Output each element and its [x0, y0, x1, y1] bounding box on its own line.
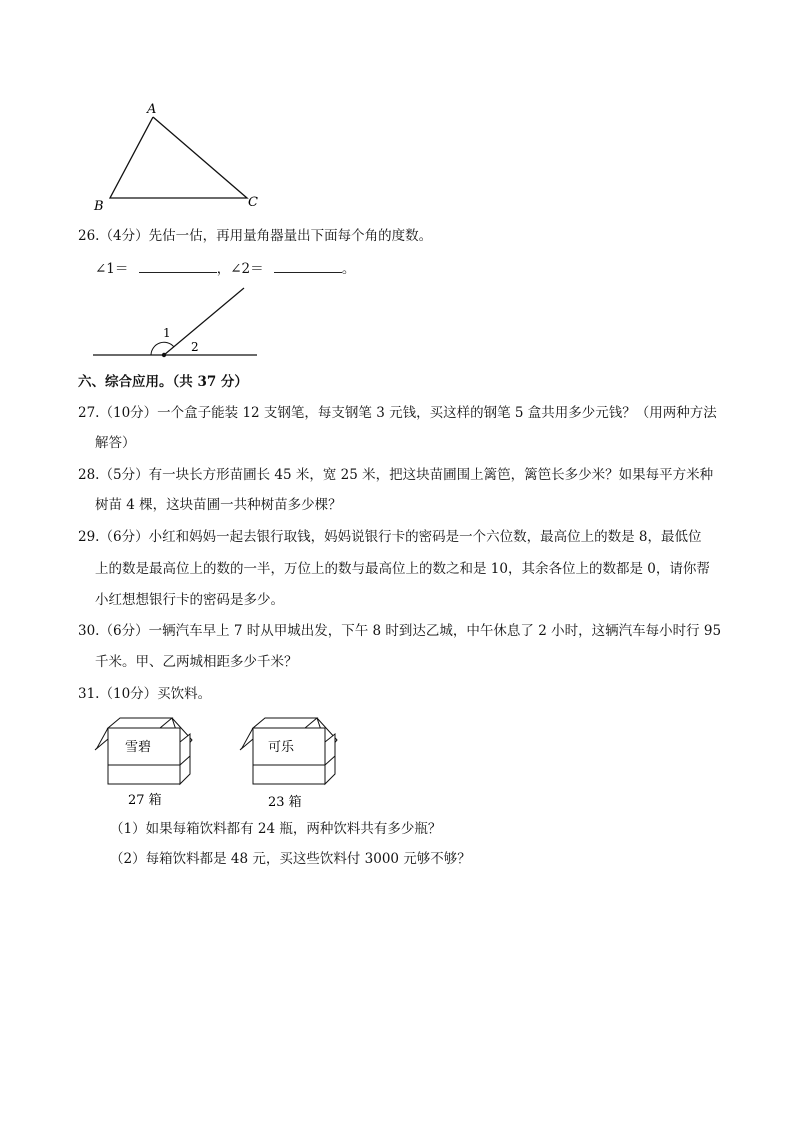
question-31: [78, 685, 211, 703]
triangle-label-a: A: [147, 102, 157, 117]
question-27: [78, 404, 717, 422]
question-31-sub-1: （1）如果每箱饮料都有 24 瓶，两种饮料共有多少瓶？: [110, 821, 442, 837]
box-flap-left: [240, 728, 253, 750]
angle-label-1: 1: [163, 326, 171, 340]
question-line-1: 一个盒子能装 12 支钢笔，每支钢笔 3 元钱，买这样的钢笔 5 盒共用多少元钱？（用两种方法: [157, 405, 717, 421]
angle2-answer-blank[interactable]: [274, 258, 342, 273]
box-front: [253, 728, 325, 784]
question-number: 30.: [78, 623, 100, 639]
question-score: （4分）: [99, 228, 149, 244]
question-number: 28.: [78, 467, 100, 483]
question-score: （6分）: [99, 529, 149, 545]
question-29-line-2: 上的数是最高位上的数的一半，万位上的数与最高位上的数之和是 10，其余各位上的数都是 0，请你帮: [95, 561, 710, 577]
question-28: [78, 466, 713, 484]
angle-label-2: 2: [191, 340, 199, 354]
ray: [164, 288, 244, 355]
question-29: [78, 528, 701, 546]
box-flap-back: [108, 718, 172, 728]
question-30: [78, 622, 721, 640]
angle-figure: [90, 284, 265, 364]
box-count: 27 箱: [128, 793, 162, 808]
question-26-answer-line: [95, 258, 355, 278]
question-score: （10分）: [99, 405, 158, 421]
vertex-dot: [162, 353, 166, 357]
triangle-label-c: C: [248, 195, 258, 210]
triangle-abc-figure: [85, 95, 275, 220]
box-flap-left: [95, 728, 108, 750]
angle2-label: ∠2＝: [230, 261, 264, 277]
question-score: （10分）: [99, 686, 158, 702]
triangle-outline: [110, 117, 247, 198]
question-score: （6分）: [99, 623, 149, 639]
box-front: [108, 728, 180, 784]
question-29-line-3: 小红想想银行卡的密码是多少。: [95, 592, 284, 608]
box-side: [325, 734, 335, 784]
angle1-answer-blank[interactable]: [139, 258, 217, 273]
cola-box-figure: [237, 712, 357, 812]
separator: ，: [216, 261, 231, 277]
question-number: 27.: [78, 405, 100, 421]
box-count: 23 箱: [268, 795, 302, 810]
question-26: [78, 227, 432, 245]
question-line-1: 小红和妈妈一起去银行取钱，妈妈说银行卡的密码是一个六位数，最高位上的数是 8，最低位: [148, 529, 702, 545]
sprite-box-figure: [92, 712, 212, 812]
question-28-line-2: 树苗 4 棵，这块苗圃一共种树苗多少棵？: [95, 497, 342, 513]
question-31-sub-2: （2）每箱饮料都是 48 元，买这些饮料付 3000 元够不够？: [110, 851, 471, 867]
box-label: 雪碧: [125, 740, 152, 755]
question-score: （5分）: [99, 467, 149, 483]
answer-end: 。: [341, 261, 356, 277]
box-label: 可乐: [268, 740, 295, 755]
question-number: 26.: [78, 228, 100, 244]
question-line-1: 有一块长方形苗圃长 45 米，宽 25 米，把这块苗圃围上篱笆，篱笆长多少米？如果每平方米种: [148, 467, 714, 483]
question-line-1: 一辆汽车早上 7 时从甲城出发，下午 8 时到达乙城，中午休息了 2 小时，这辆汽车每小时行 95: [148, 623, 722, 639]
question-30-line-2: 千米。甲、乙两城相距多少千米？: [95, 654, 298, 670]
section-6-title: 六、综合应用。（共 37 分）: [78, 374, 248, 390]
question-text: 先估一估，再用量角器量出下面每个角的度数。: [148, 228, 433, 244]
box-flap-back: [253, 718, 317, 728]
box-side: [180, 734, 190, 784]
angle-arc: [151, 342, 174, 355]
question-27-line-2: 解答）: [95, 435, 136, 451]
angle1-label: ∠1＝: [95, 261, 129, 277]
question-text: 买饮料。: [157, 686, 212, 702]
question-number: 31.: [78, 686, 100, 702]
question-number: 29.: [78, 529, 100, 545]
triangle-label-b: B: [94, 199, 104, 214]
